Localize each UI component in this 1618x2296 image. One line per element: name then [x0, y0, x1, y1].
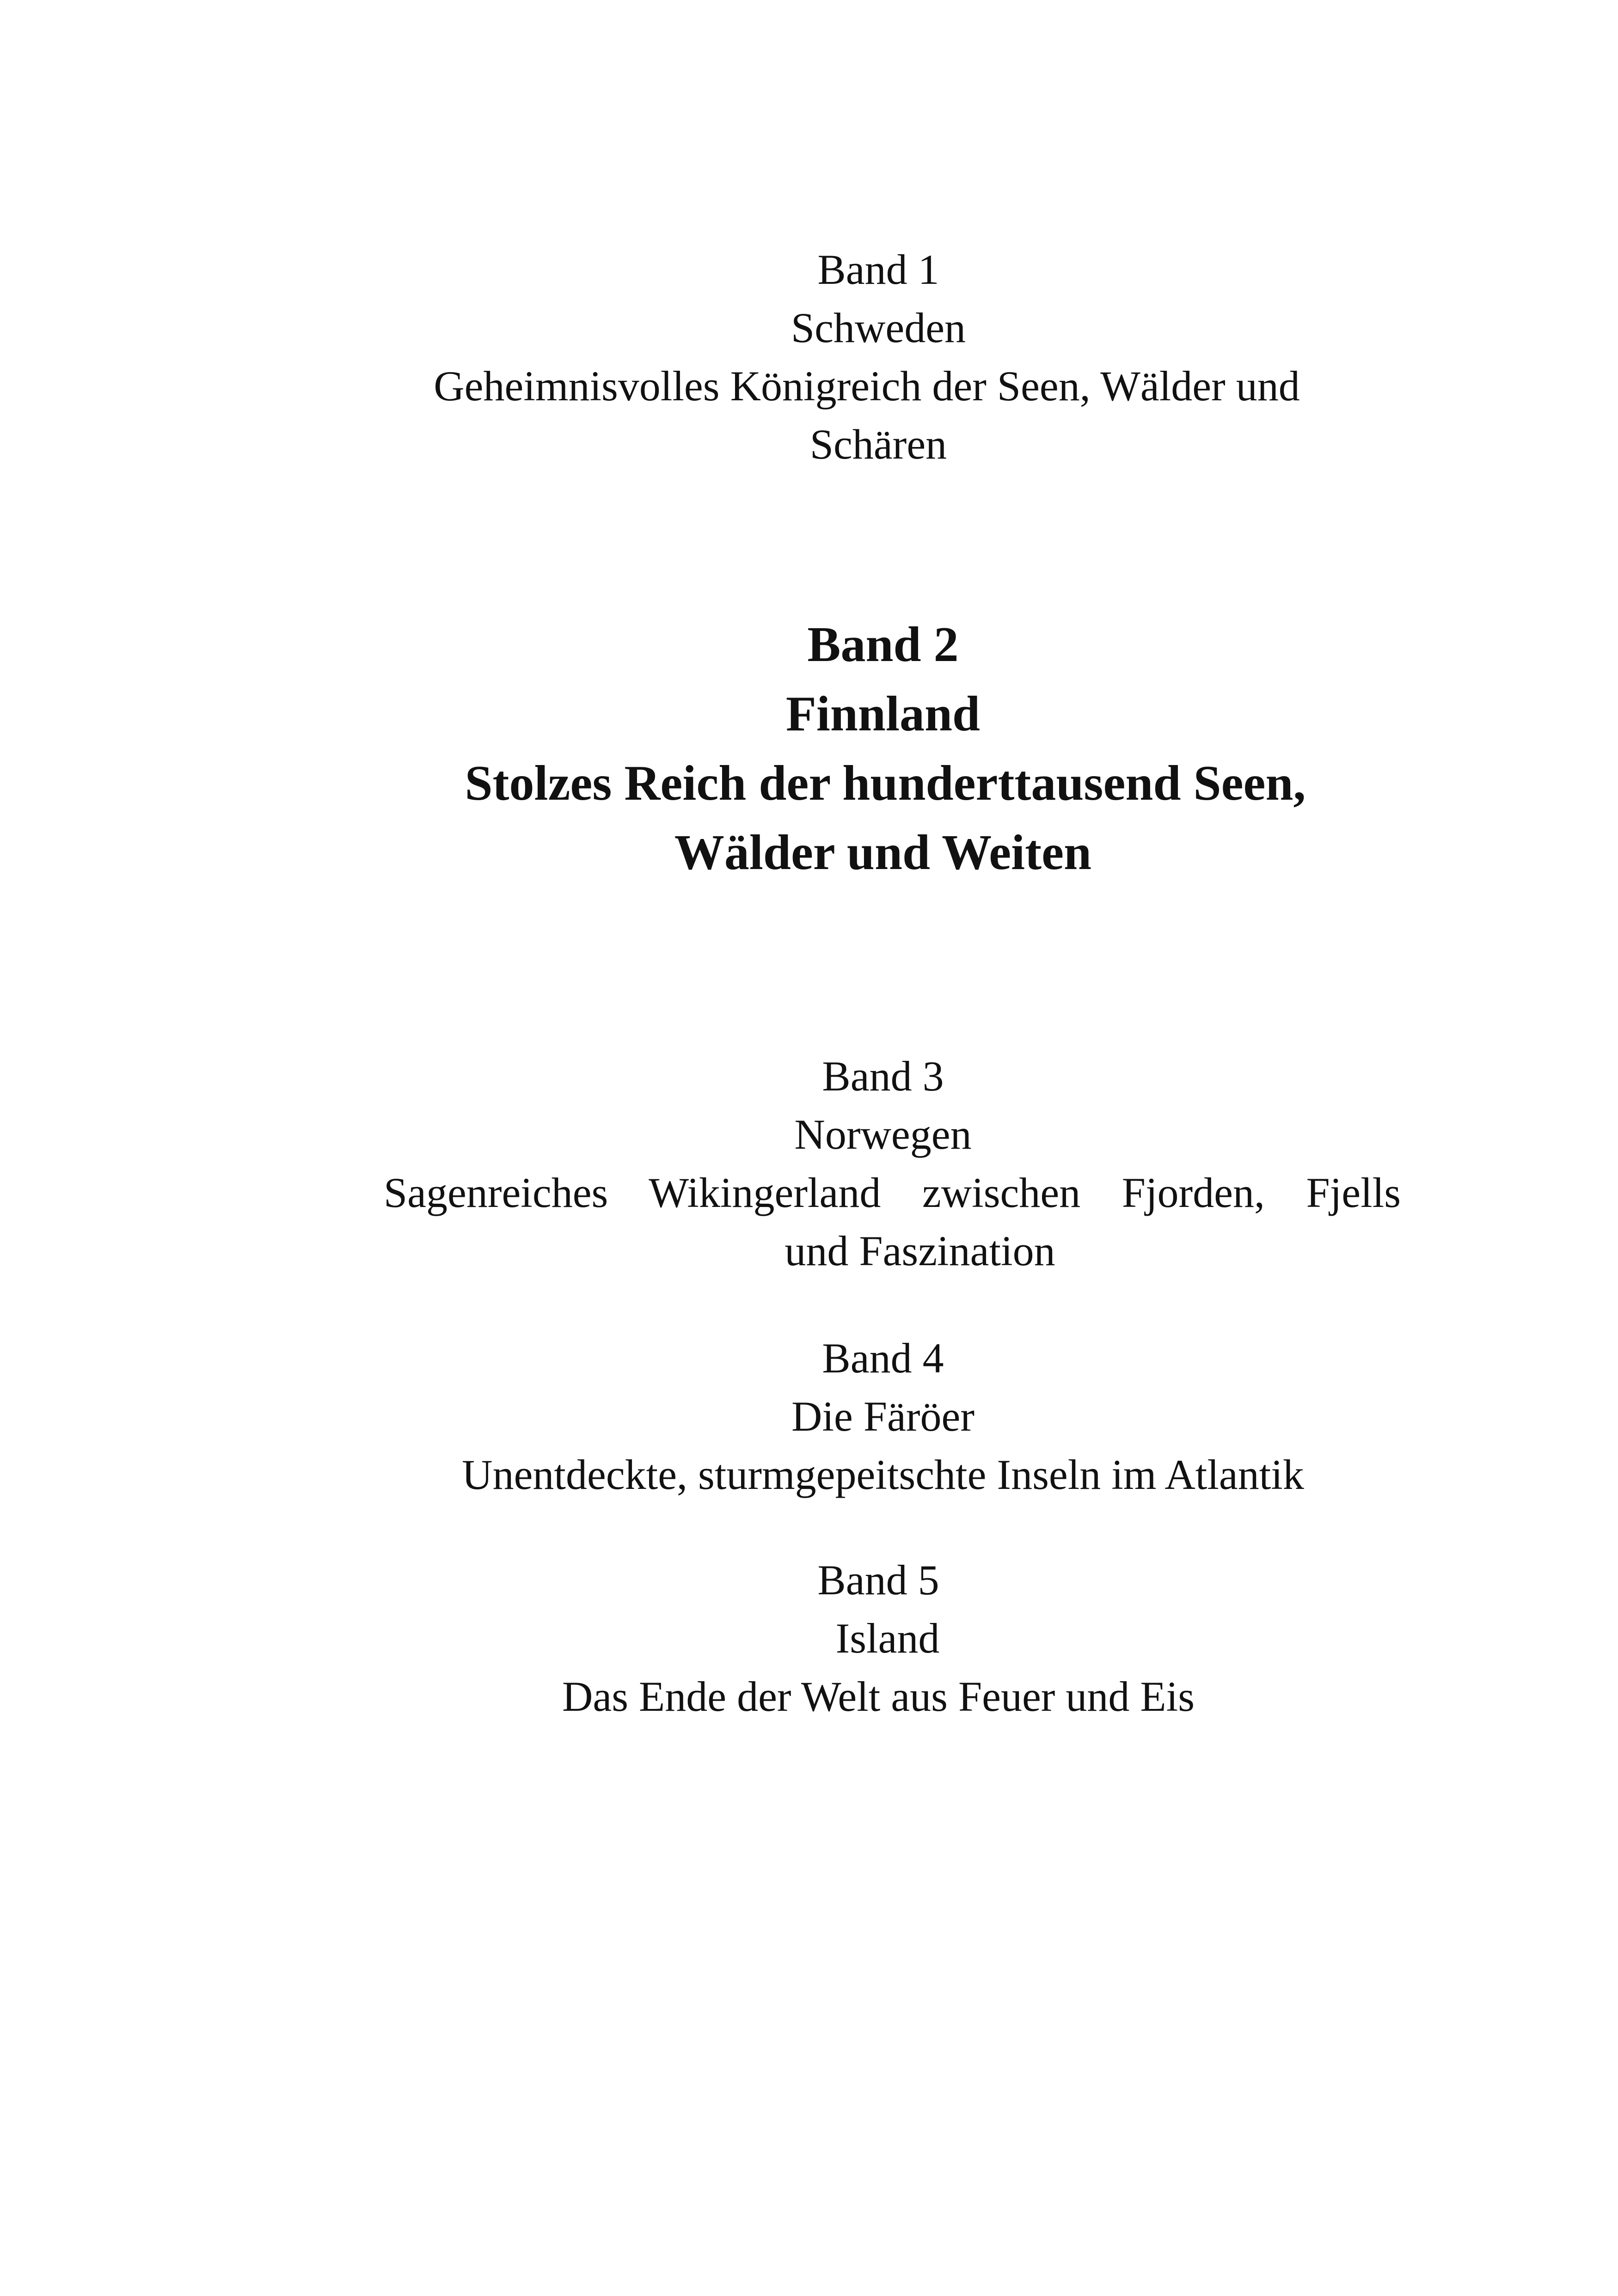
volume-number: Band 2	[807, 617, 959, 672]
volume-number: Band 1	[817, 246, 939, 293]
volume-number: Band 4	[822, 1335, 944, 1382]
volume-country: Schweden	[791, 304, 966, 351]
volume-description-line: Stolzes Reich der hunderttausend Seen,	[465, 756, 1306, 811]
volume-description-line: Schären	[809, 421, 947, 468]
volume-description-line: Unentdeckte, sturmgepeitschte Inseln im Atlantik	[462, 1451, 1304, 1498]
volume-description-line: Das Ende der Welt aus Feuer und Eis	[562, 1673, 1195, 1720]
volume-entry-1	[0, 240, 1618, 473]
volume-description-line: und Faszination	[784, 1227, 1055, 1274]
volume-entry-2	[0, 610, 1618, 888]
volume-number: Band 5	[817, 1556, 939, 1604]
volume-country: Island	[835, 1615, 940, 1662]
volume-number: Band 3	[822, 1053, 944, 1100]
volume-country: Norwegen	[794, 1111, 972, 1158]
volume-entry-4	[0, 1329, 1618, 1504]
volume-description-line: Wälder und Weiten	[674, 825, 1092, 880]
volume-entry-5	[0, 1551, 1618, 1726]
volume-country: Finnland	[785, 686, 981, 741]
volume-entry-3	[0, 1047, 1618, 1280]
volume-description-line: Geheimnisvolles Königreich der Seen, Wälder und	[434, 362, 1300, 410]
volume-description-line: Sagenreiches Wikingerland zwischen Fjorden, Fjells	[384, 1169, 1401, 1216]
volume-country: Die Färöer	[791, 1393, 974, 1440]
